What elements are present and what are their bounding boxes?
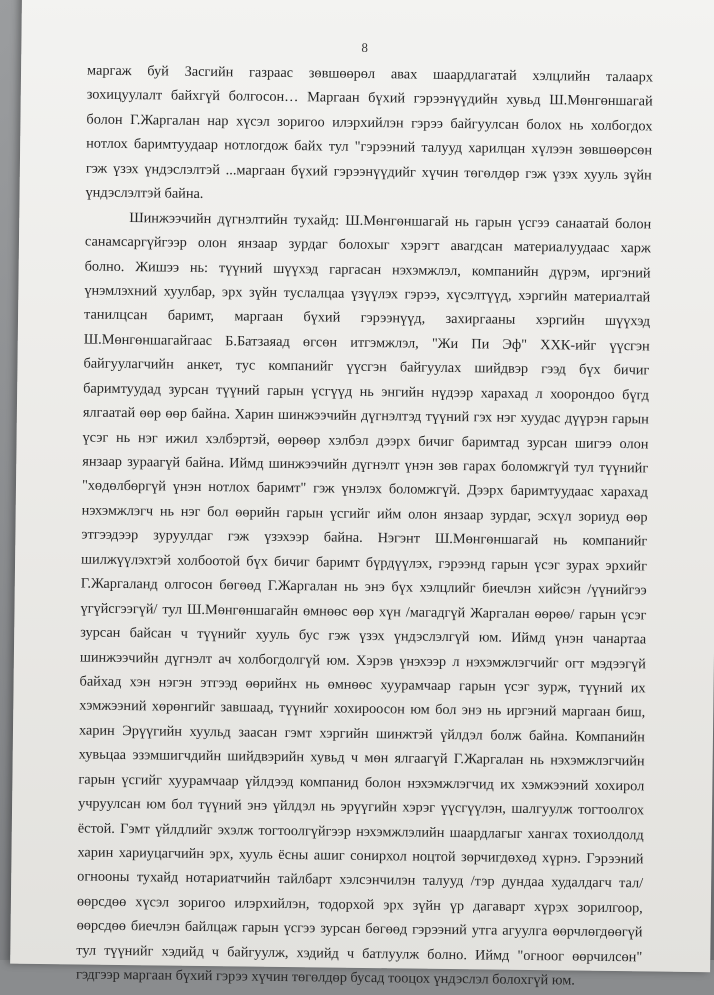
- text-line: баримтуудад зурсан түүний гарын үсгүүд нь энгийн нүдээр харахад л хоорондоо бүгд: [83, 380, 650, 404]
- text-line: гэдгээр маргаан бүхий гэрээ хүчин төгөлдөр бусад тооцох үндэслэл болохгүй юм.: [75, 966, 575, 989]
- text-line: нэхэмжлэгч нь нэг бол өөрийн гарын үсгийг ийм олон янзаар зурдаг, эсхүл зориуд өөр: [81, 502, 648, 526]
- text-line: танилцсан баримт, маргаан бүхий гэрээнүүд, захиргааны хэргийн шүүхэд: [83, 306, 651, 330]
- text-line: этгээдээр зуруулдаг гэж үзэхээр байна. Нэгэнт Ш.Мөнгөншагай нь компанийг: [81, 526, 648, 550]
- text-line: байгуулагчийн анкет, тус компанийг үүсгэн байгуулах шийдвэр гээд бүх бичиг: [83, 355, 650, 379]
- text-line: нотлох баримтуудаар нотлогдож байх тул "гэрээний талууд харилцан хүлээн зөвшөөрсөн: [86, 135, 653, 159]
- text-line: болно. Жишээ нь: түүний шүүхэд гаргасан нэхэмжлэл, компанийн дүрэм, иргэний: [84, 258, 651, 281]
- text-line: "хөдөлбөргүй үнэн нотлох баримт" гэж үнэлэх боломжгүй. Дээрх баримтуудаас харахад: [81, 477, 649, 501]
- text-line: санамсаргүйгээр олон янзаар зурдаг болохыг хэрэгт авагдсан материалуудаас харж: [84, 233, 651, 257]
- text-line: шилжүүлэхтэй холбоотой бүх бичиг баримт бүрдүүлэх, гэрээнд гарын үсэг зурах эрхийг: [80, 551, 648, 575]
- text-line: ялгаатай өөр өөр байна. Харин шинжээчийн дүгнэлтэд түүний гэх нэг хуудас дүүрэн гарын: [82, 404, 649, 428]
- document-page: [10, 0, 714, 989]
- text-line: харин Эрүүгийн хуульд заасан гэмт хэргийн шинжтэй үйлдэл болж байна. Компанийн: [78, 722, 645, 746]
- body-text: [76, 59, 653, 994]
- text-line: Шинжээчийн дүгнэлтийн тухайд: Ш.Мөнгөншагай нь гарын үсгээ санаатай болон: [129, 209, 652, 233]
- text-line: гарын үсгийг хуурамчаар үйлдээд компанид болон нэхэмжлэгчид их хэмжээний хохирол: [78, 771, 645, 795]
- text-line: байхад хэн нэгэн этгээд өөрийнх нь өмнөөс хуурамчаар гарын үсэг зурж, түүний их: [79, 673, 646, 697]
- text-line: гэж үзэх үндэслэлтэй ...маргаан бүхий гэрээнүүдийг хүчин төгөлдөр гэж үзэх хууль зүйн: [85, 160, 652, 184]
- text-line: маргаж буй Засгийн газраас зөвшөөрөл авах шаардлагатай хэлцлийн талаарх: [86, 62, 654, 86]
- text-line: зохицуулалт байхгүй болгосон… Маргаан бүхий гэрээнүүдийн хувьд Ш.Мөнгөншагай: [86, 86, 653, 110]
- text-line: үнэмлэхний хуулбар, эрх зүйн туслалцаа үзүүлэх гэрээ, хүсэлтүүд, хэргийн материалтай: [84, 282, 651, 306]
- text-line: шинжээчийн дүгнэлт ач холбогдолгүй юм. Хэрэв үнэхээр л нэхэмжлэгчийг огт мэдээгүй: [79, 648, 646, 672]
- text-line: хэмжээний хөрөнгийг завшаад, түүнийг хохироосон юм бол энэ нь иргэний маргаан биш,: [79, 697, 646, 721]
- text-line: тул түүнийг хэдийд ч байгуулж, хэдийд ч батлуулж болно. Иймд "огноог өөрчилсөн": [76, 942, 643, 966]
- text-line: огнооны тухайд нотариатчийн тайлбарт хэлсэнчилэн талууд /тэр дундаа худалдагч тал/: [77, 868, 644, 892]
- text-line: ёстой. Гэмт үйлдлийг эхэлж тогтоолгүйгээр нэхэмжлэлийн шаардлагыг хангах тохиолдолд: [77, 820, 644, 843]
- text-line: Ш.Мөнгөншагайгаас Б.Батзаяад өгсөн итгэмжлэл, "Жи Пи Эф" ХХК-ийг үүсгэн: [83, 331, 650, 355]
- text-line: учруулсан юм бол түүний энэ үйлдэл нь эрүүгийн хэрэг үүсгүүлэн, шалгуулж тогтоолгох: [78, 795, 645, 819]
- text-line: болон Г.Жаргалан нар хүсэл зоригоо илэрхийлэн гэрээ байгуулсан болох нь холбогдох: [86, 111, 653, 135]
- text-line: янзаар зураагүй байна. Иймд шинжээчийн дүгнэлт үнэн зөв гарах боломжгүй тул түүнийг: [82, 453, 649, 477]
- page-number: 8: [361, 39, 368, 55]
- text-line: үсэг нь нэг ижил хэлбэртэй, өөрөөр хэлбэл дээрх бичиг баримтад зурсан шигээ олон: [82, 429, 649, 452]
- text-line: өөрсдөө биечлэн байлцаж гарын үсгээ зурсан бөгөөд гэрээний утга агуулга өөрчлөгдөөгүй: [76, 917, 643, 941]
- text-line: өөрсдөө хүсэл зоригоо илэрхийлэн, тодорхой эрх зүйн үр дагаварт хүрэх зорилгоор,: [76, 893, 643, 917]
- text-line: зурсан байсан ч түүнийг хууль бус гэж үзэх үндэслэлгүй юм. Иймд үнэн чанартаа: [80, 624, 647, 648]
- text-line: хувьцаа эзэмшигчдийн шийдвэрийн хувьд ч мөн ялгаагүй Г.Жаргалан нь нэхэмжлэгчийн: [78, 746, 645, 770]
- text-line: үгүйсгээгүй/ тул Ш.Мөнгөншагайн өмнөөс өөр хүн /магадгүй Жаргалан өөрөө/ гарын үсэг: [80, 600, 647, 624]
- text-line: харин хариуцагчийн эрх, хууль ёсны ашиг сонирхол ноцтой зөрчигдөхөд хүрнэ. Гэрээний: [77, 844, 644, 868]
- text-line: үндэслэлтэй байна.: [85, 184, 204, 203]
- text-line: Г.Жаргаланд олгосон бөгөөд Г.Жаргалан нь энэ бүх хэлцлийг биечлэн хийсэн /үүнийгээ: [80, 575, 647, 599]
